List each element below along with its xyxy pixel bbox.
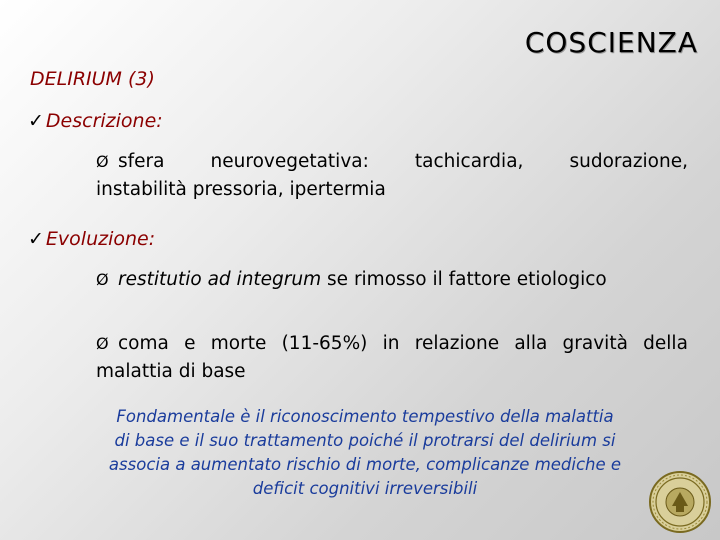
bullet-word: morte bbox=[210, 333, 267, 354]
bullet-word: e bbox=[184, 333, 196, 354]
bullet-descrizione-1 bbox=[96, 148, 688, 204]
checkmark-icon: ✓ bbox=[28, 228, 44, 250]
section-label: Descrizione: bbox=[45, 110, 163, 132]
bullet-evoluzione-1 bbox=[96, 266, 688, 294]
bullet-line-1 bbox=[96, 330, 688, 358]
section-evoluzione bbox=[28, 228, 155, 250]
bullet-word-with-arrow bbox=[96, 330, 169, 358]
university-seal-logo bbox=[648, 470, 712, 534]
highlight-note bbox=[70, 405, 660, 501]
arrow-bullet-icon: Ø bbox=[96, 270, 109, 289]
checkmark-icon: ✓ bbox=[28, 110, 44, 132]
slide-title: COSCIENZA bbox=[524, 26, 698, 59]
bullet-word: relazione bbox=[414, 333, 500, 354]
bullet-text: se rimosso il fattore etiologico bbox=[321, 269, 607, 290]
slide-subtitle: DELIRIUM (3) bbox=[30, 68, 155, 90]
bullet-word: tachicardia, bbox=[414, 151, 524, 172]
bullet-word-with-arrow bbox=[96, 148, 164, 176]
bullet-line-2: instabilità pressoria, ipertermia bbox=[96, 179, 386, 200]
arrow-bullet-icon: Ø bbox=[96, 152, 109, 171]
bullet-evoluzione-2 bbox=[96, 330, 688, 386]
section-descrizione bbox=[28, 110, 163, 132]
bullet-word: in bbox=[382, 333, 400, 354]
bullet-word: coma bbox=[118, 333, 169, 354]
bullet-word: neurovegetativa: bbox=[210, 151, 369, 172]
bullet-line-1 bbox=[96, 148, 688, 176]
bullet-word: gravità bbox=[562, 333, 628, 354]
note-line: Fondamentale è il riconoscimento tempestivo della malattia bbox=[116, 407, 614, 426]
bullet-word: sfera bbox=[118, 151, 165, 172]
bullet-word: della bbox=[643, 333, 688, 354]
section-label: Evoluzione: bbox=[45, 228, 156, 250]
bullet-line-2: malattia di base bbox=[96, 361, 246, 382]
bullet-italic-phrase: restitutio ad integrum bbox=[118, 269, 322, 290]
note-line: di base e il suo trattamento poiché il protrarsi del delirium si bbox=[114, 431, 616, 450]
arrow-bullet-icon: Ø bbox=[96, 334, 109, 353]
bullet-word: sudorazione, bbox=[569, 151, 688, 172]
note-line: associa a aumentato rischio di morte, complicanze mediche e bbox=[108, 455, 622, 474]
note-line: deficit cognitivi irreversibili bbox=[252, 479, 478, 498]
bullet-word: alla bbox=[514, 333, 548, 354]
bullet-word: (11-65%) bbox=[281, 333, 368, 354]
